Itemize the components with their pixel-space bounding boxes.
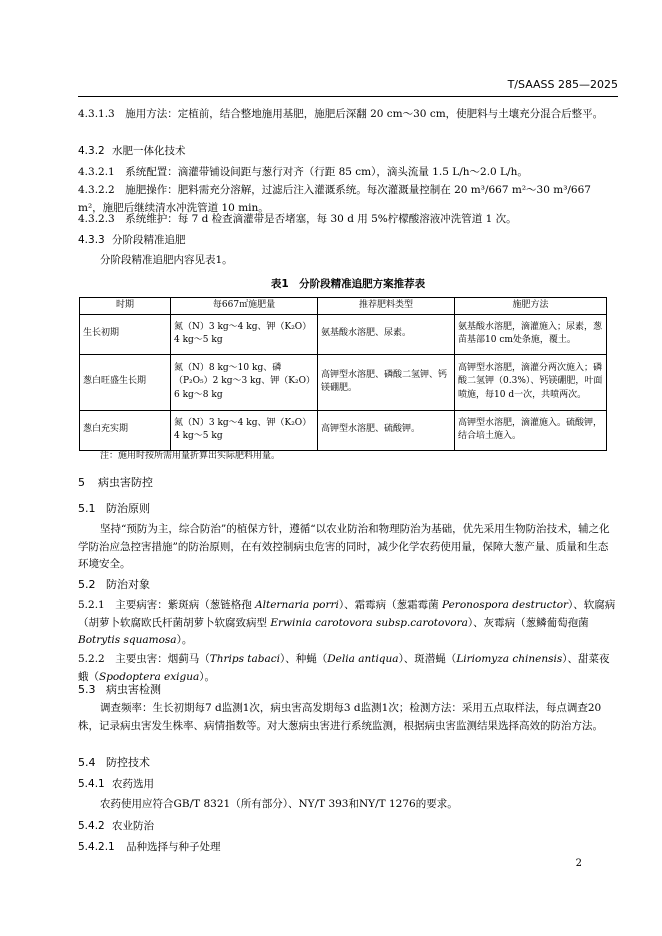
latin-name: Thrips tabaci — [209, 653, 281, 665]
heading-title: 水肥一体化技术 — [112, 145, 186, 157]
heading-4-3-3 — [78, 232, 186, 249]
text-run: ）。 — [199, 670, 216, 683]
text-run: ）、种蝇（ — [280, 653, 328, 665]
table-cell: 高钾型水溶肥，滴灌分两次施入；磷酸二氢钾（0.3%）、钙镁硼肥，叶面喷施，每10 d一次，共喷两次。 — [455, 354, 607, 410]
heading-5-3 — [78, 681, 161, 698]
heading-5-1 — [78, 500, 150, 517]
table-cell: 氨基酸水溶肥、尿素。 — [318, 314, 455, 354]
para-5-1: 坚持“预防为主，综合防治”的植保方针，遵循“以农业防治和物理防治为基础，优先采用生物防治技术，辅之化学防治应急控害措施”的防治原则，在有效控制病虫危害的同时，减少化学农药使用量，保障大葱产量、质量和生态环境安全。 — [78, 523, 610, 570]
table-header-cell: 推荐肥料类型 — [318, 298, 455, 315]
para-4-3-3: 分阶段精准追肥内容见表1。 — [100, 254, 233, 266]
table-cell: 氮（N）3 kg～4 kg、钾（K₂O）4 kg～5 kg — [171, 410, 318, 450]
heading-number: 4.3.2 — [78, 145, 105, 157]
heading-number: 5.2 — [78, 578, 96, 591]
clause-text: 系统配置：滴灌带铺设间距与葱行对齐（行距 85 cm），滴头流量 1.5 L/h～2.0 L/h。 — [125, 166, 528, 178]
heading-title: 病虫害检测 — [106, 683, 161, 696]
latin-name: Alternaria porri — [255, 599, 339, 611]
heading-title: 防控技术 — [106, 756, 150, 769]
latin-name: Liriomyza chinensis — [456, 653, 563, 665]
heading-number: 5.3 — [78, 683, 96, 696]
clause-number: 4.3.1.3 — [78, 108, 115, 120]
heading-5-4 — [78, 754, 150, 771]
table-row — [80, 314, 607, 354]
table-header-cell: 每667㎡施肥量 — [171, 298, 318, 315]
heading-5-4-2 — [78, 818, 154, 835]
heading-title: 分阶段精准追肥 — [112, 234, 186, 246]
text-run: 主要虫害：烟蓟马（ — [115, 653, 210, 665]
latin-name: Spodoptera exigua — [99, 670, 200, 683]
table-caption: 表1 分阶段精准追肥方案推荐表 — [270, 278, 426, 290]
page-number: 2 — [575, 858, 582, 869]
heading-5-2 — [78, 576, 150, 593]
clause-text: 施用方法：定植前，结合整地施用基肥，施肥后深翻 20 cm～30 cm，使肥料与土壤充分混合后整平。 — [125, 108, 604, 120]
clause-number: 5.2.1 — [78, 599, 105, 611]
table-cell: 氨基酸水溶肥，滴灌施入；尿素，葱苗基部10 cm处条施，覆土。 — [455, 314, 607, 354]
text-run: ）。 — [176, 634, 193, 646]
heading-number: 5.4.2 — [78, 820, 105, 832]
clause-number: 4.3.2.2 — [78, 184, 115, 196]
clause-text: 系统维护：每 7 d 检查滴灌带是否堵塞，每 30 d 用 5%柠檬酸溶液冲洗管道 1 次。 — [125, 213, 517, 225]
para-5-4-1: 农药使用应符合GB/T 8321（所有部分）、NY/T 393和NY/T 1276的要求。 — [100, 798, 458, 810]
heading-number: 5.4.2.1 — [78, 841, 115, 853]
heading-number: 5.4.1 — [78, 778, 105, 790]
para-4-3-2-1 — [78, 164, 618, 182]
table-row — [80, 354, 607, 410]
heading-number: 5.4 — [78, 756, 96, 769]
table-header-row — [80, 298, 607, 315]
latin-name: Erwinia carotovora subsp.carotovora — [270, 616, 468, 629]
table-header-cell: 时期 — [80, 298, 171, 315]
table-cell: 氮（N）3 kg～4 kg、钾（K₂O）4 kg～5 kg — [171, 314, 318, 354]
text-run: ）、斑潜蝇（ — [398, 653, 457, 665]
heading-number: 5.1 — [78, 502, 96, 515]
heading-5-4-1 — [78, 776, 154, 793]
heading-title: 农药选用 — [112, 778, 154, 790]
table-cell: 高钾型水溶肥、硫酸钾。 — [318, 410, 455, 450]
latin-name: Delia antiqua — [327, 653, 399, 665]
clause-number: 4.3.2.3 — [78, 213, 115, 225]
heading-title: 防治对象 — [106, 578, 150, 591]
heading-title: 农业防治 — [112, 820, 154, 832]
para-5-3: 调查频率：生长初期每7 d监测1次，病虫害高发期每3 d监测1次；检测方法：采用五点取样法，每点调查20株，记录病虫害发生株率、病情指数等。对大葱病虫害进行系统监测，根据病虫害监测结果选择高效的防治方法。 — [78, 702, 603, 732]
heading-number: 5 — [78, 476, 85, 489]
clause-number: 4.3.2.1 — [78, 166, 115, 178]
text-run: ）、霜霉病（葱霜霉菌 — [338, 599, 442, 611]
text-run: ）、灰霉病（葱鳞葡萄孢菌 — [467, 616, 589, 629]
table-cell: 葱白充实期 — [80, 410, 171, 450]
heading-title: 病虫害防控 — [98, 476, 153, 489]
table-cell: 高钾型水溶肥、磷酸二氢钾、钙镁硼肥。 — [318, 354, 455, 410]
table-cell: 葱白旺盛生长期 — [80, 354, 171, 410]
text-run: ）、软腐病（胡萝卜软腐欧氏杆菌胡萝卜软腐致病型 — [78, 599, 616, 629]
heading-5 — [78, 474, 153, 491]
table-header-cell: 施肥方法 — [455, 298, 607, 315]
header-rule — [78, 96, 618, 97]
table-cell: 氮（N）8 kg～10 kg、磷（P₂O₅）2 kg～3 kg、钾（K₂O）6 kg～8 kg — [171, 354, 318, 410]
table-row — [80, 410, 607, 450]
table-note: 注：施用时按所需用量折算出实际肥料用量。 — [100, 451, 281, 461]
heading-title: 防治原则 — [106, 502, 150, 515]
doc-code: T/SAASS 285—2025 — [507, 78, 618, 91]
clause-text: 施肥操作：肥料需充分溶解，过滤后注入灌溉系统。每次灌溉量控制在 20 m³/667 m²～30 m³/667 m²，施肥后继续清水冲洗管道 10 min。 — [78, 184, 591, 214]
heading-number: 4.3.3 — [78, 234, 105, 246]
table-cell: 高钾型水溶肥，滴灌施入。硫酸钾，结合培土施入。 — [455, 410, 607, 450]
heading-title: 品种选择与种子处理 — [126, 841, 221, 853]
table-cell: 生长初期 — [80, 314, 171, 354]
text-run: 主要病害：紫斑病（葱链格孢 — [115, 599, 256, 611]
fertilizer-table — [79, 297, 607, 451]
para-4-3-1-3 — [78, 106, 618, 124]
para-5-2-1 — [78, 597, 618, 650]
clause-number: 5.2.2 — [78, 653, 105, 665]
latin-name: Peronospora destructor — [442, 599, 569, 611]
para-4-3-2-3 — [78, 211, 618, 229]
heading-4-3-2 — [78, 143, 186, 160]
text-run: ）、甜菜夜蛾（ — [78, 653, 610, 683]
latin-name: Botrytis squamosa — [78, 634, 177, 646]
heading-5-4-2-1 — [78, 839, 221, 856]
